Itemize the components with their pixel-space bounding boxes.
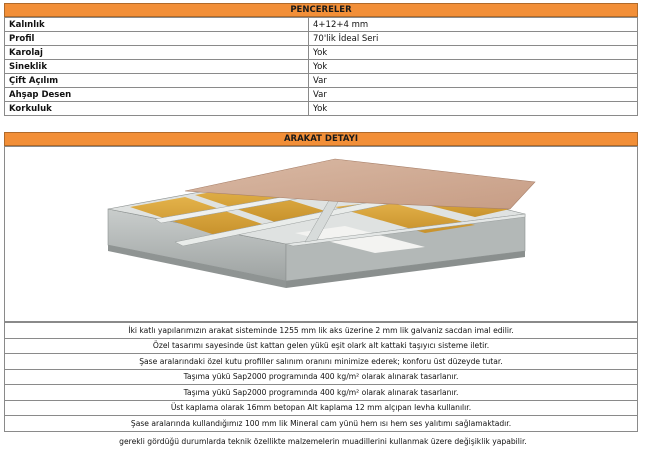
note-cell: Taşıma yükü Sap2000 programında 400 kg/m² olarak alınarak tasarlanır.	[5, 369, 638, 385]
spec-value: Yok	[309, 102, 638, 116]
table-row	[5, 323, 638, 339]
spec-label: Sineklik	[5, 60, 309, 74]
arakat-notes-table	[4, 322, 638, 432]
table-row	[5, 385, 638, 401]
spec-label: Karolaj	[5, 46, 309, 60]
pencereler-table	[4, 17, 638, 116]
arakat-header: ARAKAT DETAYI	[4, 132, 638, 146]
table-row	[5, 74, 638, 88]
note-cell: Özel tasarımı sayesinde üst kattan gelen yükü eşit olark alt kattaki taşıyıcı sisteme iletir.	[5, 338, 638, 354]
spec-value: Var	[309, 74, 638, 88]
table-row	[5, 102, 638, 116]
table-row	[5, 354, 638, 370]
table-row	[5, 46, 638, 60]
spec-label: Kalınlık	[5, 18, 309, 32]
spec-value: Yok	[309, 60, 638, 74]
table-row	[5, 369, 638, 385]
table-row	[5, 18, 638, 32]
spec-value: 4+12+4 mm	[309, 18, 638, 32]
table-row	[5, 416, 638, 432]
footer-note: gerekli gördüğü durumlarda teknik özellikte malzemelerin muadillerini kullanmak üzere değişiklik yapabilir.	[119, 437, 527, 446]
floor-detail-drawing	[5, 147, 637, 321]
spec-value: 70'lik İdeal Seri	[309, 32, 638, 46]
spec-label: Korkuluk	[5, 102, 309, 116]
spec-label: Profil	[5, 32, 309, 46]
note-cell: Şase aralarında kullandığımız 100 mm lik Mineral cam yünü hem ısı hem ses yalıtımı sağlamaktadır.	[5, 416, 638, 432]
table-row	[5, 338, 638, 354]
table-row	[5, 88, 638, 102]
table-row	[5, 400, 638, 416]
table-row	[5, 32, 638, 46]
spec-label: Çift Açılım	[5, 74, 309, 88]
table-row	[5, 60, 638, 74]
pencereler-header: PENCERELER	[4, 3, 638, 17]
note-cell: İki katlı yapılarımızın arakat sisteminde 1255 mm lik aks üzerine 2 mm lik galvaniz sacdan imal edilir.	[5, 323, 638, 339]
spec-value: Yok	[309, 46, 638, 60]
spec-label: Ahşap Desen	[5, 88, 309, 102]
note-cell: Şase aralarındaki özel kutu profiller salınım oranını minimize ederek; konforu üst düzeyde tutar.	[5, 354, 638, 370]
note-cell: Taşıma yükü Sap2000 programında 400 kg/m² olarak alınarak tasarlanır.	[5, 385, 638, 401]
note-cell: Üst kaplama olarak 16mm betopan Alt kaplama 12 mm alçıpan levha kullanılır.	[5, 400, 638, 416]
spec-value: Var	[309, 88, 638, 102]
floor-detail-illustration	[4, 146, 638, 322]
